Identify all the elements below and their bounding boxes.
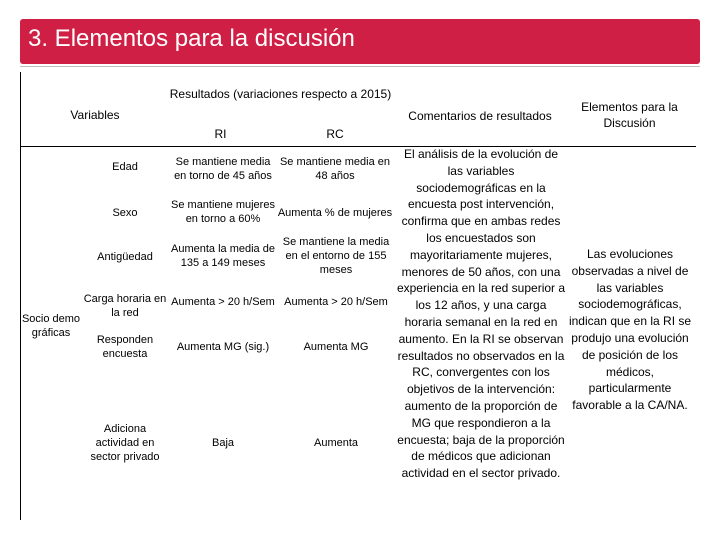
row-variable-sexo: Sexo — [112, 207, 138, 219]
row-rc-sexo: Aumenta % de mujeres — [277, 207, 393, 219]
slide-title: 3. Elementos para la discusión — [28, 25, 355, 52]
header-variables: Variables — [70, 108, 120, 122]
header-resultados: Resultados (variaciones respecto a 2015) — [169, 87, 392, 101]
row-rc-carga-horaria: Aumenta > 20 h/Sem — [284, 296, 388, 308]
row-rc-responden: Aumenta MG — [303, 341, 369, 353]
row-ri-sexo: Se mantiene mujeres en torno a 60% — [171, 199, 275, 225]
row-rc-antiguedad: Se mantiene la media en el entorno de 155 meses — [282, 236, 390, 276]
row-variable-antiguedad: Antigüedad — [97, 251, 153, 263]
row-variable-adiciona: Adiciona actividad en sector privado — [90, 423, 160, 463]
row-rc-adiciona: Aumenta — [313, 437, 359, 449]
row-variable-responden: Responden encuesta — [96, 334, 154, 360]
row-variable-edad: Edad — [112, 161, 138, 173]
row-ri-adiciona: Baja — [211, 437, 235, 449]
title-bar — [20, 19, 700, 64]
table-rule-header — [20, 146, 696, 147]
header-elementos: Elementos para la Discusión — [581, 100, 678, 130]
row-variable-carga-horaria: Carga horaria en la red — [83, 293, 167, 319]
row-ri-responden: Aumenta MG (sig.) — [176, 341, 270, 353]
table-rule-left — [20, 72, 21, 520]
elementos-text: Las evoluciones observadas a nivel de las variables sociodemográficas, indican que en la RI se produjo una evolución de posición de los médicos, particularmente favorable a la CA/NA. — [568, 247, 692, 413]
header-comentarios: Comentarios de resultados — [408, 109, 552, 123]
row-ri-edad: Se mantiene media en torno de 45 años — [174, 156, 272, 182]
row-rc-edad: Se mantiene media en 48 años — [279, 156, 391, 182]
title-underline — [20, 66, 700, 67]
comentarios-text: El análisis de la evolución de las variables sociodemográficas en la encuesta post intervención, confirma que en ambas redes los encuestados son mayoritariamente mujeres, menores de 50 años, con una experiencia en la red superior a los 12 años, y una carga horaria semanal en la red en aumento. En la RI se observan resultados no observados en la RC, convergentes con los objetivos de la intervención: aumento de la proporción de MG que respondieron a la encuesta; baja de la proporción de médicos que adicionan actividad en el sector privado. — [396, 147, 566, 481]
group-label: Socio demográficas — [21, 313, 81, 339]
header-rc: RC — [326, 127, 344, 141]
row-ri-antiguedad: Aumenta la media de 135 a 149 meses — [171, 243, 275, 269]
header-ri: RI — [214, 127, 227, 141]
row-ri-carga-horaria: Aumenta > 20 h/Sem — [171, 296, 275, 308]
